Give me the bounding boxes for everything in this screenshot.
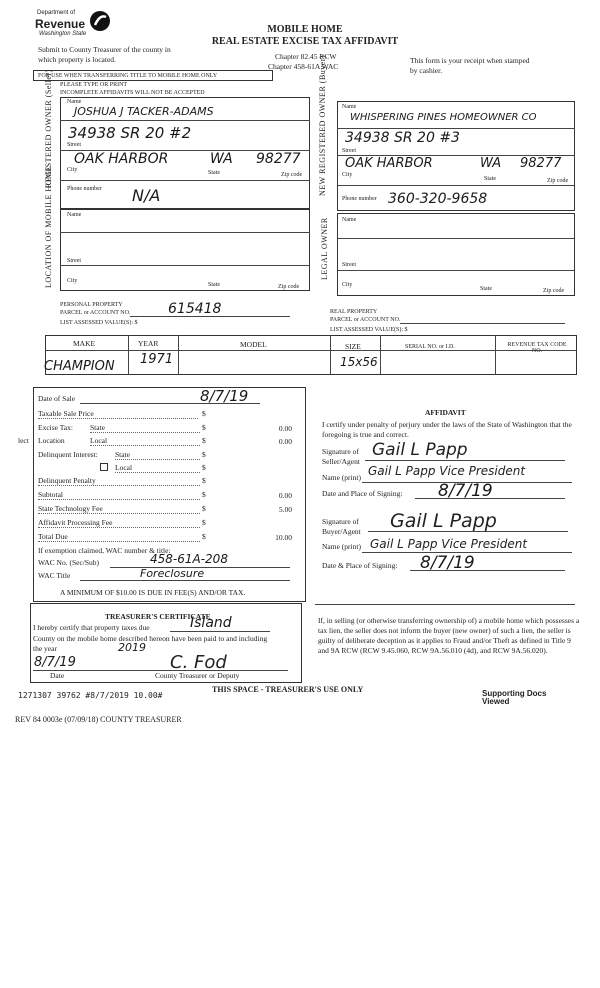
col-revenue-tax-code: REVENUE TAX CODE NO. xyxy=(507,342,567,354)
divider xyxy=(80,403,260,404)
location-city-label: City xyxy=(67,278,78,284)
divider xyxy=(337,128,575,129)
vehicle-make: CHAMPION xyxy=(44,359,115,374)
dollar: $ xyxy=(202,450,206,459)
lien-warning: If, in selling (or otherwise transferring ownership of) a mobile home which possesses a tax lien, the seller does not inform the buyer (new owner) of such a lien, the seller is guilty of deliberate deception as it applies to Fraud and/or Theft as defined in Title 9 and 9A RCW (RCW 9.45.060, RCW 9A.56.010 (4d), and RCW 9A.56.020). xyxy=(318,616,580,656)
legal-zip-label: Zip code xyxy=(543,288,565,294)
lect-fragment: lect xyxy=(18,436,29,445)
total-due-value: 10.00 xyxy=(275,533,292,542)
divider xyxy=(337,270,575,271)
location-box xyxy=(60,208,310,291)
divider xyxy=(365,460,565,461)
seller-zip: 98277 xyxy=(256,151,301,167)
real-property-label: REAL PROPERTY xyxy=(330,309,378,315)
wac-no-label: WAC No. (Sec/Sub) xyxy=(38,558,100,567)
col-year: YEAR xyxy=(138,339,159,348)
seller-date-place-label: Date and Place of Signing: xyxy=(322,489,403,498)
legal-street-label: Street xyxy=(342,262,356,268)
excise-local-label: Local xyxy=(90,437,200,446)
vehicle-table xyxy=(45,335,577,375)
divider xyxy=(410,570,565,571)
buyer-name-print: Gail L Papp Vice President xyxy=(370,537,528,551)
delinquent-interest-label: Delinquent Interest: xyxy=(38,450,98,459)
real-parcel-label: PARCEL or ACCOUNT NO. xyxy=(330,317,401,323)
col-model: MODEL xyxy=(240,340,267,349)
dor-logo xyxy=(33,8,113,46)
wac-no-value: 458-61A-208 xyxy=(150,552,228,566)
type-print: PLEASE TYPE OR PRINT xyxy=(60,82,128,88)
delinquent-checkbox[interactable] xyxy=(100,463,108,471)
delinquent-penalty-label: Delinquent Penalty xyxy=(38,477,200,486)
real-list-assessed: LIST ASSESSED VALUE(S): $ xyxy=(330,327,408,333)
taxable-sale-price-label: Taxable Sale Price xyxy=(38,410,198,419)
dollar: $ xyxy=(202,476,206,485)
vehicle-year: 1971 xyxy=(140,352,174,367)
seller-name-label: Name xyxy=(67,99,82,105)
divider xyxy=(368,531,568,532)
tech-fee-value: 5.00 xyxy=(278,505,292,514)
seller-date: 8/7/19 xyxy=(438,481,493,501)
buyer-state: WA xyxy=(480,156,502,171)
seller-phone: N/A xyxy=(132,186,161,205)
legal-owner-box xyxy=(337,213,575,296)
use-banner: FOR USE WHEN TRANSFERRING TITLE TO MOBILE HOME ONLY xyxy=(33,70,273,81)
dept-name: Revenue xyxy=(35,17,86,31)
personal-list-assessed: LIST ASSESSED VALUE(S): $ xyxy=(60,320,138,326)
seller-street-label: Street xyxy=(67,142,81,148)
vehicle-size: 15x56 xyxy=(340,355,378,369)
dept-state: Washington State xyxy=(39,31,87,37)
wac-title-label: WAC Title xyxy=(38,571,71,580)
rev-line: REV 84 0003e (07/09/18) COUNTY TREASURER xyxy=(15,715,182,724)
buyer-street: 34938 SR 20 #3 xyxy=(345,130,460,146)
divider xyxy=(60,265,310,266)
location-vertical-label: LOCATION OF MOBILE HOME xyxy=(44,166,53,288)
dollar: $ xyxy=(202,518,206,527)
buyer-phone-label: Phone number xyxy=(342,196,377,202)
form-title-2: REAL ESTATE EXCISE TAX AFFIDAVIT xyxy=(211,36,399,47)
supporting-docs-stamp: Supporting Docs Viewed xyxy=(482,689,547,706)
divider xyxy=(128,335,129,375)
date-of-sale: 8/7/19 xyxy=(200,387,249,405)
legal-city-label: City xyxy=(342,282,353,288)
subtotal-label: Subtotal xyxy=(38,491,200,500)
date-of-sale-label: Date of Sale xyxy=(38,394,76,403)
divider xyxy=(60,232,310,233)
chapter-2: Chapter 458-61A WAC xyxy=(268,62,339,71)
receipt-note: This form is your receipt when stamped by cashier. xyxy=(410,56,530,75)
divider xyxy=(315,604,575,605)
seller-signature: Gail L Papp xyxy=(372,440,468,460)
seller-zip-label: Zip code xyxy=(281,172,303,178)
buyer-zip: 98277 xyxy=(520,156,562,171)
col-size: SIZE xyxy=(345,342,361,351)
revenue-logo-icon xyxy=(89,10,111,32)
divider xyxy=(130,316,290,317)
seller-sig-label: Signature of Seller/Agent xyxy=(322,447,360,466)
submit-text: Submit to County Treasurer of the county in which property is located. xyxy=(38,45,171,64)
affidavit-heading: AFFIDAVIT xyxy=(425,408,466,417)
divider xyxy=(330,335,331,375)
location-name-label: Name xyxy=(67,212,82,218)
buyer-name: WHISPERING PINES HOMEOWNER CO xyxy=(350,112,537,123)
col-serial: SERIAL NO. or I.D. xyxy=(405,344,455,350)
affidavit-fee-label: Affidavit Processing Fee xyxy=(38,519,200,528)
buyer-sig-label: Signature of Buyer/Agent xyxy=(322,517,361,536)
delinquent-state-label: State xyxy=(115,451,200,460)
divider xyxy=(380,335,381,375)
legal-state-label: State xyxy=(480,286,492,292)
personal-parcel-value: 615418 xyxy=(168,301,222,317)
seller-vertical-label: REGISTERED OWNER (Seller) xyxy=(44,69,53,188)
treasurer-year: 2019 xyxy=(118,641,146,654)
divider xyxy=(80,580,290,581)
location-street-label: Street xyxy=(67,258,81,264)
personal-property-label: PERSONAL PROPERTY xyxy=(60,302,123,308)
dollar: $ xyxy=(202,423,206,432)
seller-state: WA xyxy=(210,151,233,167)
exemption-text: If exemption claimed, WAC number & title: xyxy=(38,546,171,555)
chapter-1: Chapter 82.45 RCW xyxy=(275,52,337,61)
dollar: $ xyxy=(202,490,206,499)
seller-city: OAK HARBOR xyxy=(74,151,169,167)
dollar: $ xyxy=(202,504,206,513)
divider xyxy=(60,120,310,121)
seller-phone-label: Phone number xyxy=(67,186,102,192)
excise-local-value: 0.00 xyxy=(278,437,292,446)
delinquent-local-label: Local xyxy=(115,464,200,473)
affidavit-certify: I certify under penalty of perjury under the laws of the State of Washington that the foregoing is true and correct. xyxy=(322,420,572,440)
buyer-name-label: Name xyxy=(342,104,357,110)
legal-name-label: Name xyxy=(342,217,357,223)
treasurer-text-1: I hereby certify that property taxes due xyxy=(33,623,150,632)
treasurer-date-label: Date xyxy=(50,671,65,680)
wac-title-value: Foreclosure xyxy=(140,567,205,580)
divider xyxy=(415,498,565,499)
form-title-1: MOBILE HOME xyxy=(267,24,343,35)
seller-city-label: City xyxy=(67,167,78,173)
buyer-zip-label: Zip code xyxy=(547,178,569,184)
seller-street: 34938 SR 20 #2 xyxy=(68,124,192,142)
stamp-line: 1271307 39762 #8/7/2019 10.00# xyxy=(18,691,163,700)
dollar: $ xyxy=(202,436,206,445)
buyer-phone: 360-320-9658 xyxy=(388,191,488,207)
divider xyxy=(170,631,270,632)
divider xyxy=(495,335,496,375)
incomplete-note: INCOMPLETE AFFIDAVITS WILL NOT BE ACCEPTED xyxy=(60,90,205,96)
minimum-note: A MINIMUM OF $10.00 IS DUE IN FEE(S) AND/OR TAX. xyxy=(60,588,246,597)
dollar: $ xyxy=(202,463,206,472)
buyer-street-label: Street xyxy=(342,148,356,154)
subtotal-value: 0.00 xyxy=(278,491,292,500)
divider xyxy=(45,350,577,351)
buyer-vertical-label: NEW REGISTERED OWNER (Buyer) xyxy=(318,54,327,196)
location-state-label: State xyxy=(208,282,220,288)
excise-state-label: State xyxy=(90,424,200,433)
treasurer-space-banner: THIS SPACE - TREASURER'S USE ONLY xyxy=(212,685,364,694)
buyer-city-label: City xyxy=(342,172,353,178)
divider xyxy=(400,323,565,324)
excise-state-value: 0.00 xyxy=(278,424,292,433)
location-zip-label: Zip code xyxy=(278,284,300,290)
buyer-name-print-label: Name (print) xyxy=(322,542,361,551)
dollar: $ xyxy=(202,532,206,541)
divider xyxy=(337,185,575,186)
divider xyxy=(337,238,575,239)
personal-parcel-label: PARCEL or ACCOUNT NO. xyxy=(60,310,131,316)
buyer-date-place-label: Date & Place of Signing: xyxy=(322,561,398,570)
legal-owner-vertical-label: LEGAL OWNER xyxy=(320,217,329,280)
seller-state-label: State xyxy=(208,170,220,176)
treasurer-county-label: County Treasurer or Deputy xyxy=(155,671,240,680)
buyer-state-label: State xyxy=(484,176,496,182)
seller-name-print-label: Name (print) xyxy=(322,473,361,482)
buyer-city: OAK HARBOR xyxy=(345,156,433,171)
treasurer-text-2: County on the mobile home described hereon have been paid to and including the year xyxy=(33,634,268,653)
tech-fee-label: State Technology Fee xyxy=(38,505,200,514)
divider xyxy=(60,180,310,181)
col-make: MAKE xyxy=(73,339,96,348)
seller-name-print: Gail L Papp Vice President xyxy=(368,464,526,478)
divider xyxy=(178,335,179,375)
treasurer-signature: C. Fod xyxy=(170,652,227,673)
total-due-label: Total Due xyxy=(38,533,200,542)
excise-tax-label: Excise Tax: xyxy=(38,423,73,432)
treasurer-date-value: 8/7/19 xyxy=(34,655,76,670)
treasurer-due-value: Island xyxy=(190,615,232,631)
buyer-date: 8/7/19 xyxy=(420,553,475,573)
location-label: Location xyxy=(38,436,65,445)
dept-line: Department of xyxy=(37,10,76,16)
dollar: $ xyxy=(202,409,206,418)
seller-name: JOSHUA J TACKER-ADAMS xyxy=(74,105,214,118)
buyer-signature: Gail L Papp xyxy=(390,510,497,532)
treasurer-heading: TREASURER'S CERTIFICATE xyxy=(105,612,211,621)
